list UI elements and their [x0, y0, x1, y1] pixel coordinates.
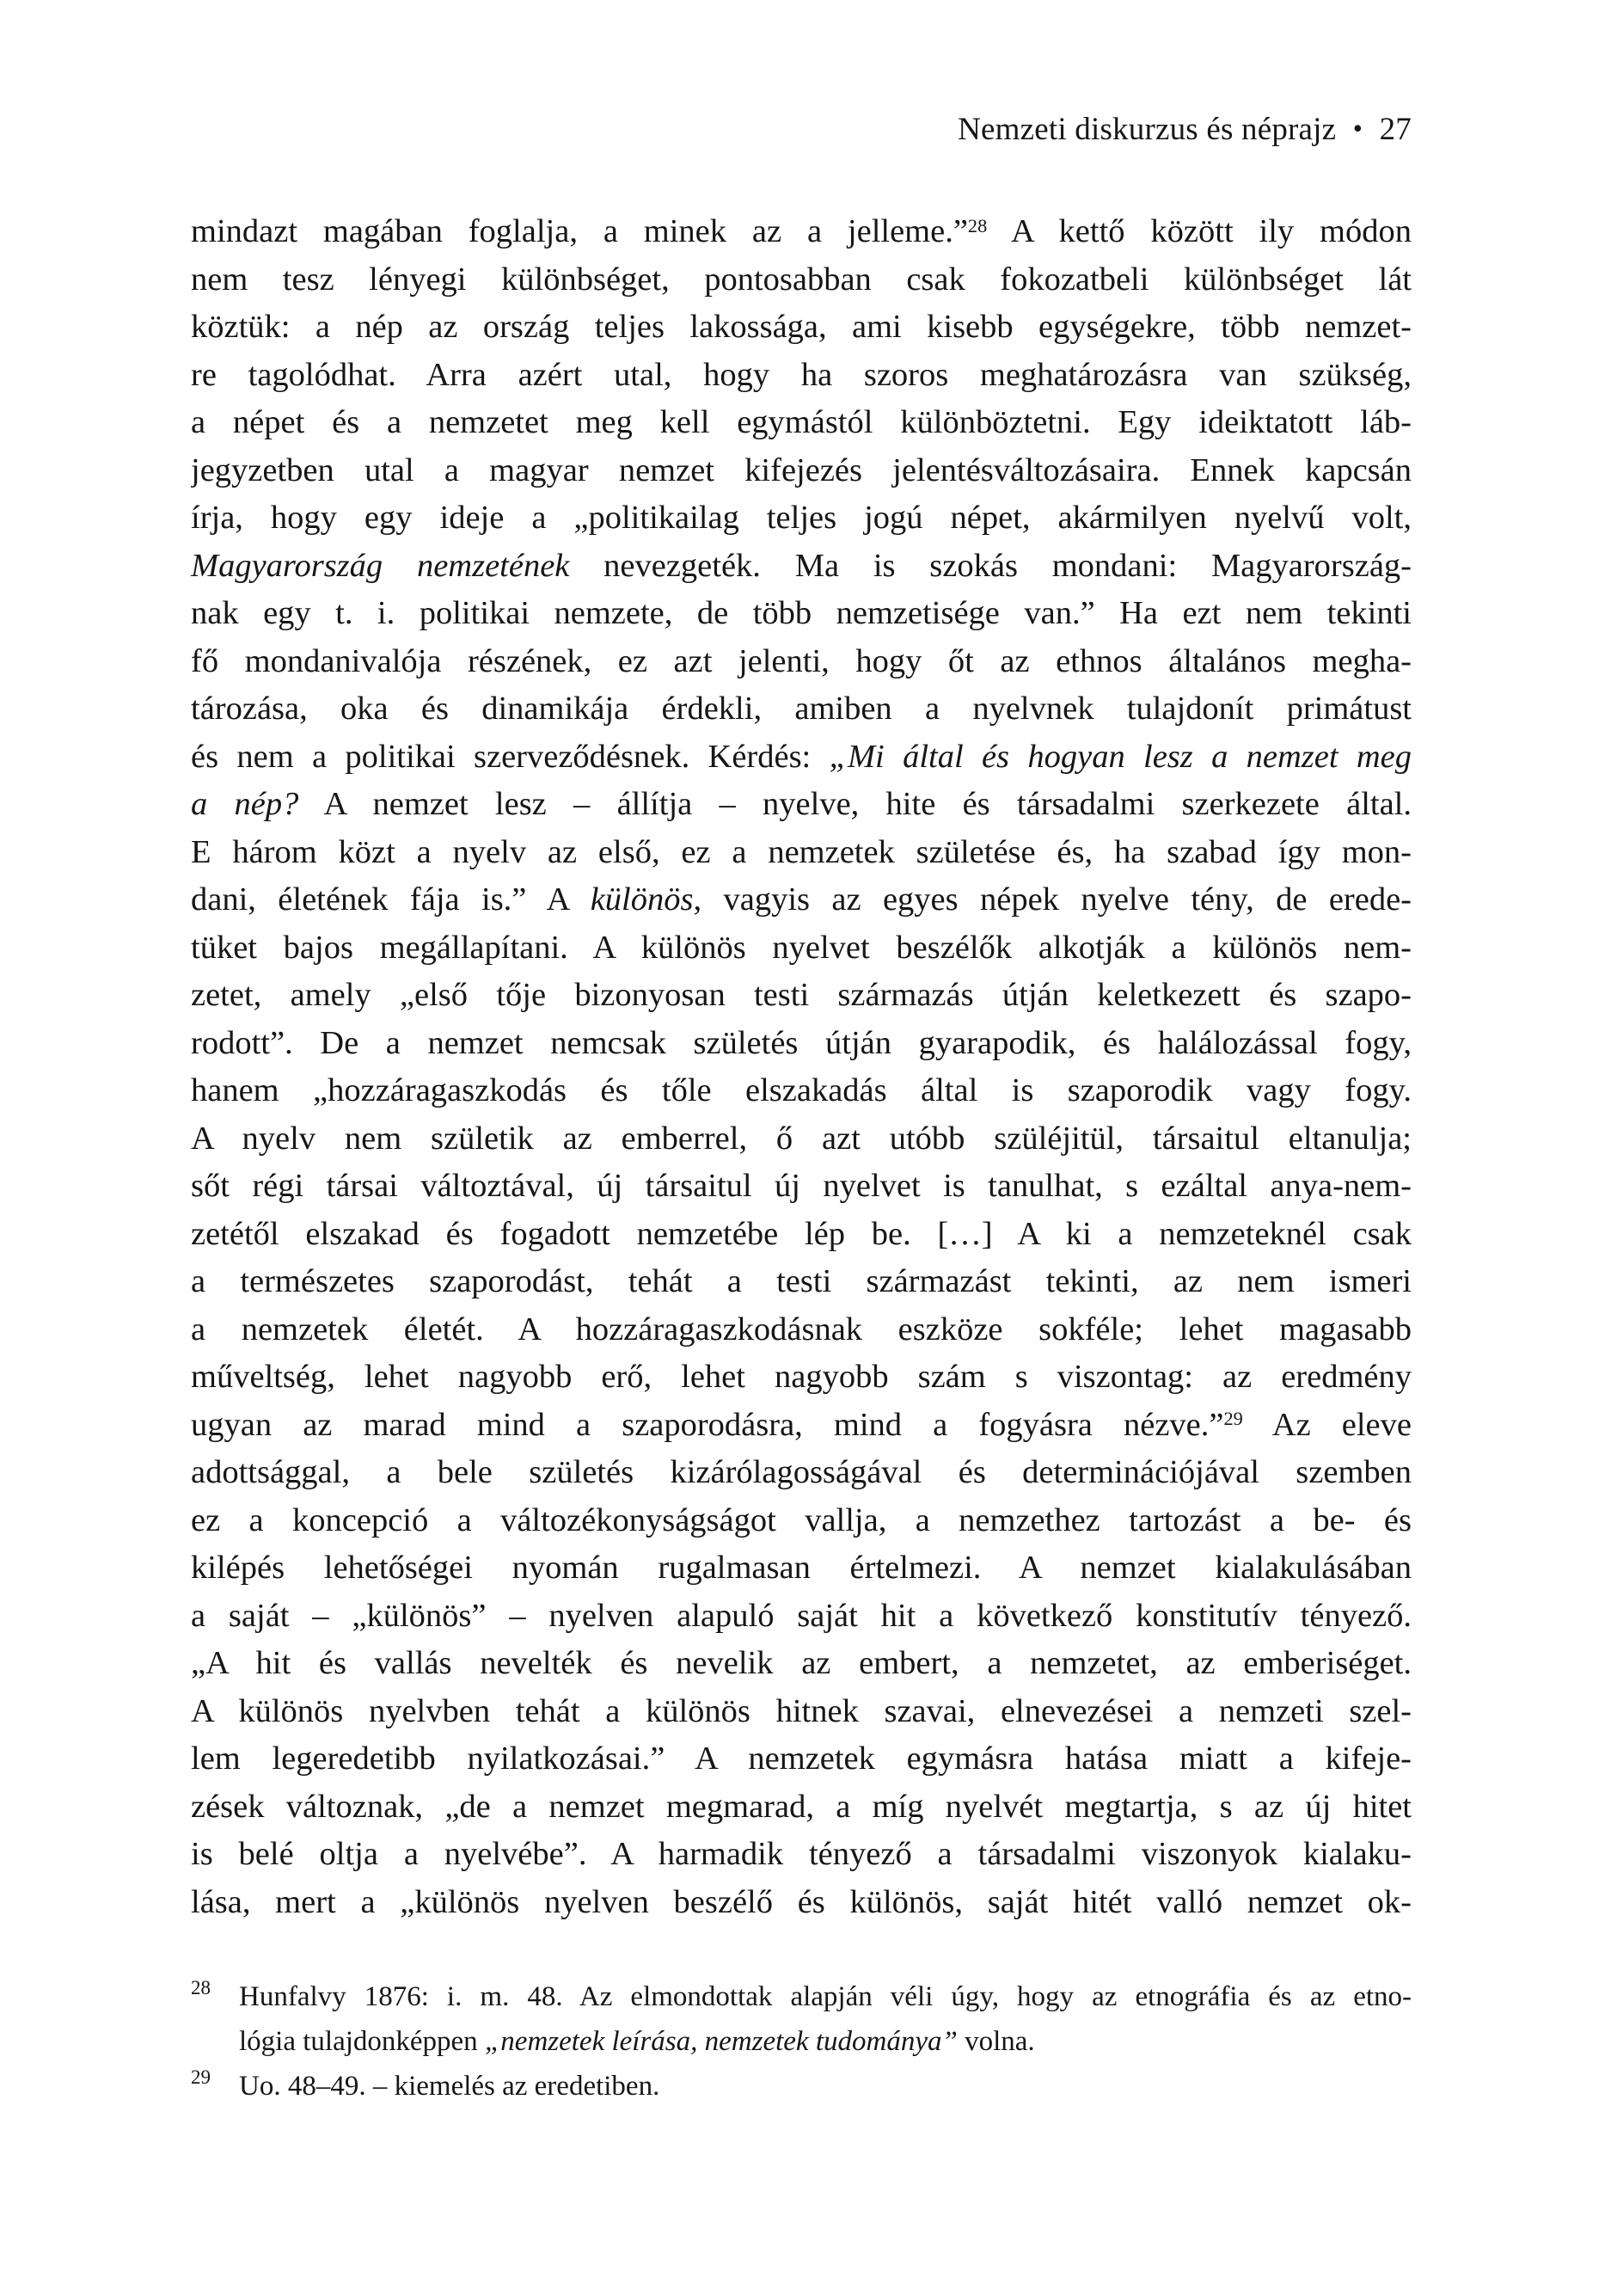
- running-header: [191, 110, 1412, 150]
- body-line: [191, 1497, 1412, 1545]
- footnote-line: [239, 1974, 1412, 2019]
- footnote-text: [239, 2064, 1412, 2109]
- text-run: jegyzetben utal a magyar nemzet kifejezés jelentésváltozásaira. Ennek kapcsán: [191, 451, 1412, 488]
- body-line: [191, 208, 1412, 256]
- text-run: a saját – „különös” – nyelven alapuló saját hit a következő konstitutív tényező.: [191, 1597, 1412, 1634]
- text-run: Uo. 48–49. – kiemelés az eredetiben.: [239, 2071, 660, 2102]
- text-run: Az eleve: [1242, 1406, 1412, 1443]
- header-title: Nemzeti diskurzus és néprajz: [958, 112, 1337, 147]
- body-line: [191, 1402, 1412, 1450]
- body-line: [191, 494, 1412, 543]
- header-bullet-separator: •: [1352, 113, 1363, 144]
- text-run: nem tesz lényegi különbséget, pontosabban csak fokozatbeli különbséget lát: [191, 261, 1412, 298]
- body-line: [191, 734, 1412, 782]
- text-run: is belé oltja a nyelvébe”. A harmadik tényező a társadalmi viszonyok kialaku-: [191, 1836, 1412, 1872]
- body-line: [191, 399, 1412, 447]
- footnote-text: [239, 1974, 1412, 2064]
- text-run: kilépés lehetőségei nyomán rugalmasan értelmezi. A nemzet kialakulásában: [191, 1550, 1412, 1586]
- text-run: nevezgeték. Ma is szokás mondani: Magyarország-: [569, 547, 1412, 584]
- footnote: [191, 1974, 1412, 2064]
- footnote-number: 28: [191, 1977, 211, 1998]
- text-run: dani, életének fája is.” A: [191, 881, 591, 918]
- text-run: tározása, oka és dinamikája érdekli, amiben a nyelvnek tulajdonít primátust: [191, 691, 1412, 727]
- body-line: [191, 1735, 1412, 1783]
- text-run: hanem „hozzáragaszkodás és tőle elszakadás által is szaporodik vagy fogy.: [191, 1072, 1412, 1108]
- body-line: [191, 829, 1412, 877]
- body-line: [191, 1688, 1412, 1736]
- body-line: [191, 1831, 1412, 1879]
- footnote-line: [239, 2019, 1412, 2064]
- text-run: fő mondanivalója részének, ez azt jelenti, hogy őt az ethnos általános megha-: [191, 642, 1412, 679]
- body-line: [191, 352, 1412, 400]
- text-run: zetétől elszakad és fogadott nemzetébe lép be. […] A ki a nemzeteknél csak: [191, 1215, 1412, 1252]
- text-run: nak egy t. i. politikai nemzete, de több nemzetisége van.” Ha ezt nem tekinti: [191, 595, 1412, 631]
- text-run: ugyan az marad mind a szaporodásra, mind a fogyásra nézve.”: [191, 1406, 1224, 1443]
- text-run: sőt régi társai változtával, új társaitul új nyelvet is tanulhat, s ezáltal anya-nem-: [191, 1168, 1412, 1204]
- footnote-line: [239, 2064, 1412, 2109]
- body-line: [191, 1306, 1412, 1354]
- body-line: [191, 685, 1412, 734]
- footnote: [191, 2064, 1412, 2109]
- body-line: [191, 1593, 1412, 1641]
- text-run: A kettő között ily módon: [987, 213, 1412, 249]
- body-line: [191, 256, 1412, 304]
- body-line: [191, 1449, 1412, 1497]
- italic-text-run: a nép?: [191, 786, 299, 822]
- text-run: zetet, amely „első tője bizonyosan testi származás útján keletkezett és szapo-: [191, 977, 1412, 1013]
- text-run: és nem a politikai szerveződésnek. Kérdés:: [191, 738, 830, 775]
- text-run: rodott”. De a nemzet nemcsak születés útján gyarapodik, és halálozással fogy,: [191, 1024, 1412, 1061]
- body-line: [191, 972, 1412, 1020]
- body-line: [191, 1783, 1412, 1832]
- italic-text-run: „Mi által és hogyan lesz a nemzet meg: [829, 738, 1412, 775]
- page-number: 27: [1379, 112, 1412, 147]
- text-run: a természetes szaporodást, tehát a testi származást tekinti, az nem ismeri: [191, 1263, 1412, 1299]
- body-text: [191, 208, 1412, 1926]
- body-line: [191, 876, 1412, 924]
- text-run: műveltség, lehet nagyobb erő, lehet nagyobb szám s viszontag: az eredmény: [191, 1359, 1412, 1395]
- text-run: A nyelv nem születik az emberrel, ő azt utóbb szüléjitül, társaitul eltanulja;: [191, 1120, 1412, 1157]
- text-run: lem legeredetibb nyilatkozásai.” A nemzetek egymásra hatása miatt a kifeje-: [191, 1740, 1412, 1777]
- body-line: [191, 1640, 1412, 1688]
- italic-text-run: „nemzetek leírása, nemzetek tudománya”: [484, 2026, 958, 2057]
- body-line: [191, 590, 1412, 638]
- text-run: volna.: [957, 2026, 1035, 2057]
- text-run: lása, mert a „különös nyelven beszélő és különös, saját hitét valló nemzet ok-: [191, 1883, 1412, 1920]
- body-line: [191, 447, 1412, 495]
- body-line: [191, 1258, 1412, 1306]
- text-run: , vagyis az egyes népek nyelve tény, de erede-: [693, 881, 1412, 918]
- body-line: [191, 1020, 1412, 1068]
- text-run: Hunfalvy 1876: i. m. 48. Az elmondottak alapján véli úgy, hogy az etnográfia és az etno-: [239, 1981, 1412, 2012]
- body-line: [191, 304, 1412, 352]
- footnote-number: 29: [191, 2066, 211, 2088]
- text-run: adottsággal, a bele születés kizárólagosságával és determinációjával szemben: [191, 1454, 1412, 1490]
- body-line: [191, 1354, 1412, 1402]
- text-run: „A hit és vallás nevelték és nevelik az embert, a nemzetet, az emberiséget.: [191, 1645, 1412, 1681]
- body-line: [191, 1544, 1412, 1593]
- text-run: tüket bajos megállapítani. A különös nyelvet beszélők alkotják a különös nem-: [191, 929, 1412, 966]
- text-run: zések változnak, „de a nemzet megmarad, a míg nyelvét megtartja, s az új hitet: [191, 1788, 1412, 1825]
- body-line: [191, 781, 1412, 829]
- body-line: [191, 1211, 1412, 1259]
- body-line: [191, 638, 1412, 686]
- text-run: mindazt magában foglalja, a minek az a jelleme.”: [191, 213, 968, 249]
- footnote-ref: 28: [967, 214, 988, 236]
- footnotes-section: [191, 1974, 1412, 2109]
- italic-text-run: Magyarország nemzetének: [191, 547, 570, 584]
- text-run: ez a koncepció a változékonyságságot vallja, a nemzethez tartozást a be- és: [191, 1501, 1412, 1538]
- footnote-ref: 29: [1223, 1408, 1243, 1430]
- text-run: a nemzetek életét. A hozzáragaszkodásnak eszköze sokféle; lehet magasabb: [191, 1311, 1412, 1348]
- text-run: írja, hogy egy ideje a „politikailag teljes jogú népet, akármilyen nyelvű volt,: [191, 500, 1412, 536]
- body-line: [191, 1115, 1412, 1163]
- text-run: A nemzet lesz – állítja – nyelve, hite és társadalmi szerkezete által.: [298, 786, 1412, 822]
- text-column: [191, 0, 1412, 2109]
- text-run: köztük: a nép az ország teljes lakossága, ami kisebb egységekre, több nemzet-: [191, 309, 1412, 345]
- italic-text-run: különös: [590, 881, 694, 918]
- body-line: [191, 1879, 1412, 1927]
- body-line: [191, 924, 1412, 973]
- text-run: re tagolódhat. Arra azért utal, hogy ha szoros meghatározásra van szükség,: [191, 356, 1412, 393]
- body-line: [191, 543, 1412, 591]
- body-line: [191, 1163, 1412, 1211]
- body-line: [191, 1067, 1412, 1115]
- text-run: E három közt a nyelv az első, ez a nemzetek születése és, ha szabad így mon-: [191, 833, 1412, 870]
- text-run: A különös nyelvben tehát a különös hitnek szavai, elnevezései a nemzeti szel-: [191, 1692, 1412, 1729]
- text-run: a népet és a nemzetet meg kell egymástól különböztetni. Egy ideiktatott láb-: [191, 404, 1412, 440]
- text-run: lógia tulajdonképpen: [239, 2026, 485, 2057]
